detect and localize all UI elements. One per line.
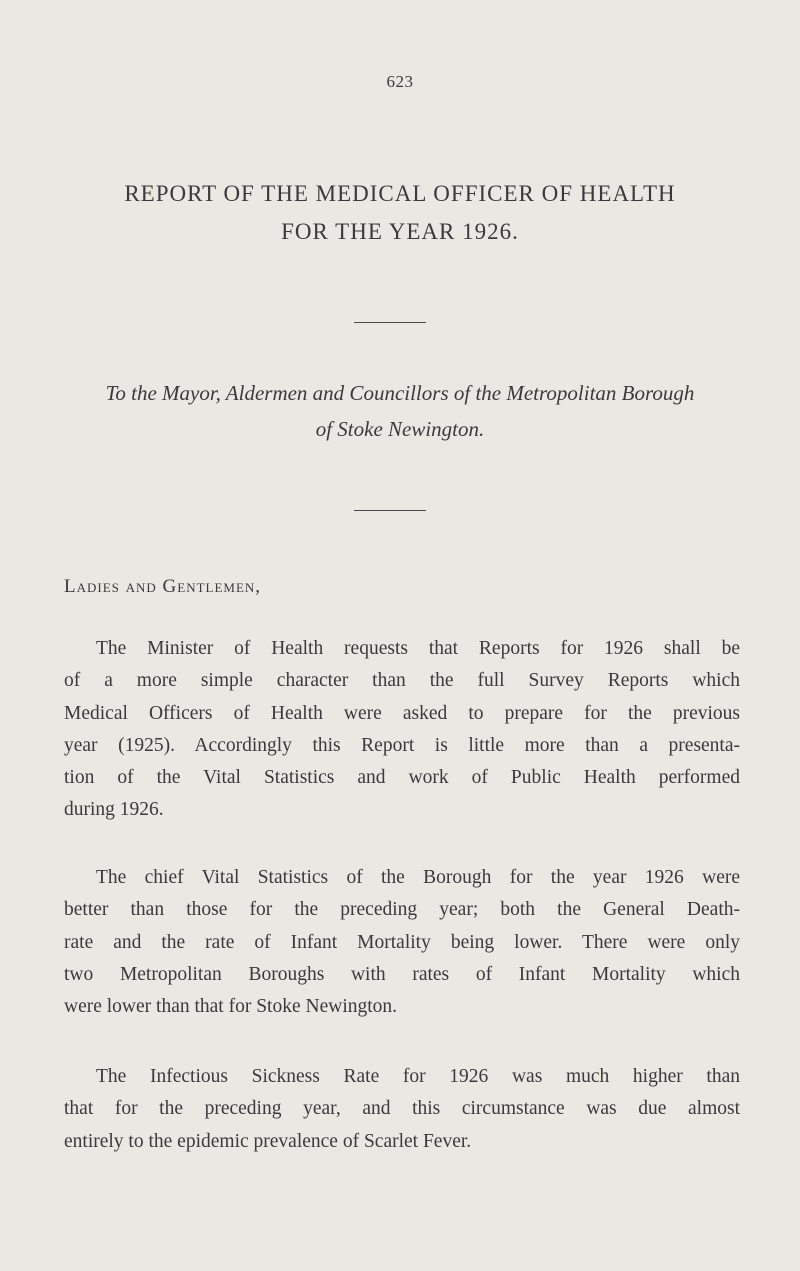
paragraph-line: year (1925). Accordingly this Report is little more than a presenta-: [64, 734, 740, 756]
paragraph-line: during 1926.: [64, 799, 164, 821]
paragraph-line: rate and the rate of Infant Mortality being lower. There were only: [64, 931, 740, 953]
paragraph: [64, 862, 740, 1023]
paragraph-line: The chief Vital Statistics of the Borough for the year 1926 were: [96, 867, 740, 888]
paragraph-line: of a more simple character than the full Survey Reports which: [64, 670, 740, 692]
salutation: Ladies and Gentlemen,: [64, 576, 262, 597]
title-line: FOR THE YEAR 1926.: [281, 219, 519, 244]
paragraph-line: were lower than that for Stoke Newington.: [64, 996, 398, 1018]
divider-rule: [354, 322, 426, 323]
address-block: [40, 375, 760, 447]
paragraph: [64, 633, 740, 827]
page-number: 623: [386, 72, 414, 91]
paragraph-line: tion of the Vital Statistics and work of Public Health performed: [64, 767, 740, 789]
address-line: To the Mayor, Aldermen and Councillors of the Metropolitan Borough: [105, 381, 695, 405]
paragraph: [64, 1061, 740, 1158]
paragraph-line: that for the preceding year, and this circumstance was due almost: [64, 1098, 740, 1120]
divider-rule: [354, 510, 426, 511]
report-title: [40, 175, 760, 251]
paragraph-line: better than those for the preceding year; both the General Death-: [64, 899, 740, 921]
paragraph-line: Medical Officers of Health were asked to prepare for the previous: [64, 702, 740, 724]
paragraph-line: entirely to the epidemic prevalence of Scarlet Fever.: [64, 1130, 472, 1152]
address-line: of Stoke Newington.: [315, 417, 485, 441]
paragraph-line: The Infectious Sickness Rate for 1926 was much higher than: [96, 1066, 740, 1087]
title-line: REPORT OF THE MEDICAL OFFICER OF HEALTH: [124, 181, 676, 206]
paragraph-line: two Metropolitan Boroughs with rates of Infant Mortality which: [64, 963, 740, 985]
paragraph-line: The Minister of Health requests that Reports for 1926 shall be: [96, 638, 740, 659]
